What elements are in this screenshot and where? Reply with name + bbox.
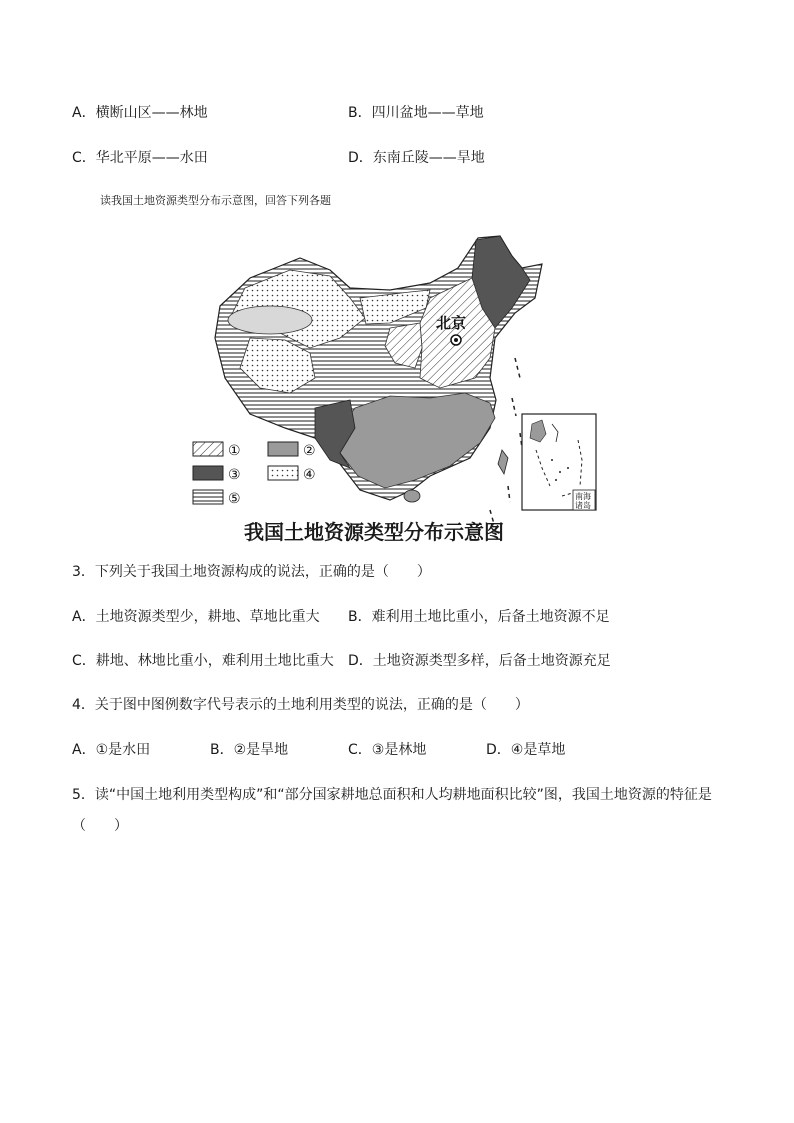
legend-label-1: ① — [228, 443, 241, 459]
q5-stem: 5．读“中国土地利用类型构成”和“部分国家耕地总面积和人均耕地面积比较”图，我国土地资源的特征是 — [72, 787, 712, 803]
option-c-prev: C．华北平原——水田 — [72, 150, 208, 166]
q5-paren: （ ） — [72, 818, 128, 834]
land-resource-map — [190, 228, 610, 548]
legend-label-5: ⑤ — [228, 491, 241, 507]
q4-option-a[interactable]: A．①是水田 — [72, 742, 151, 758]
q3-option-c[interactable]: C．耕地、林地比重小，难利用土地比重大 — [72, 653, 334, 669]
option-b-prev: B．四川盆地——草地 — [348, 105, 484, 121]
sea-boundary — [490, 358, 522, 524]
map-legend — [193, 442, 316, 507]
legend-label-3: ③ — [228, 467, 241, 483]
map-intro-text: 读我国土地资源类型分布示意图，回答下列各题 — [100, 194, 331, 207]
region-2-south — [340, 393, 495, 488]
taiwan — [498, 450, 508, 474]
q3-option-b[interactable]: B．难利用土地比重小，后备土地资源不足 — [348, 609, 610, 625]
inset-label-2: 诸岛 — [575, 501, 591, 510]
option-a-prev: A．横断山区——林地 — [72, 105, 208, 121]
legend-label-2: ② — [303, 443, 316, 459]
inset-label-1: 南海 — [575, 492, 591, 501]
q4-option-b[interactable]: B．②是旱地 — [210, 742, 289, 758]
q4-option-d[interactable]: D．④是草地 — [486, 742, 566, 758]
beijing-label: 北京 — [436, 314, 467, 332]
q3-option-a[interactable]: A．土地资源类型少，耕地、草地比重大 — [72, 609, 320, 625]
option-d-prev: D．东南丘陵——旱地 — [348, 150, 485, 166]
q4-option-c[interactable]: C．③是林地 — [348, 742, 427, 758]
tarim-basin — [228, 306, 312, 334]
q4-stem: 4．关于图中图例数字代号表示的土地利用类型的说法，正确的是（ ） — [72, 697, 529, 713]
map-figure — [190, 228, 610, 548]
q3-option-d[interactable]: D．土地资源类型多样，后备土地资源充足 — [348, 653, 611, 669]
legend-label-4: ④ — [303, 467, 316, 483]
q3-stem: 3．下列关于我国土地资源构成的说法，正确的是（ ） — [72, 564, 431, 580]
hainan — [404, 490, 420, 502]
map-title: 我国土地资源类型分布示意图 — [244, 520, 504, 544]
